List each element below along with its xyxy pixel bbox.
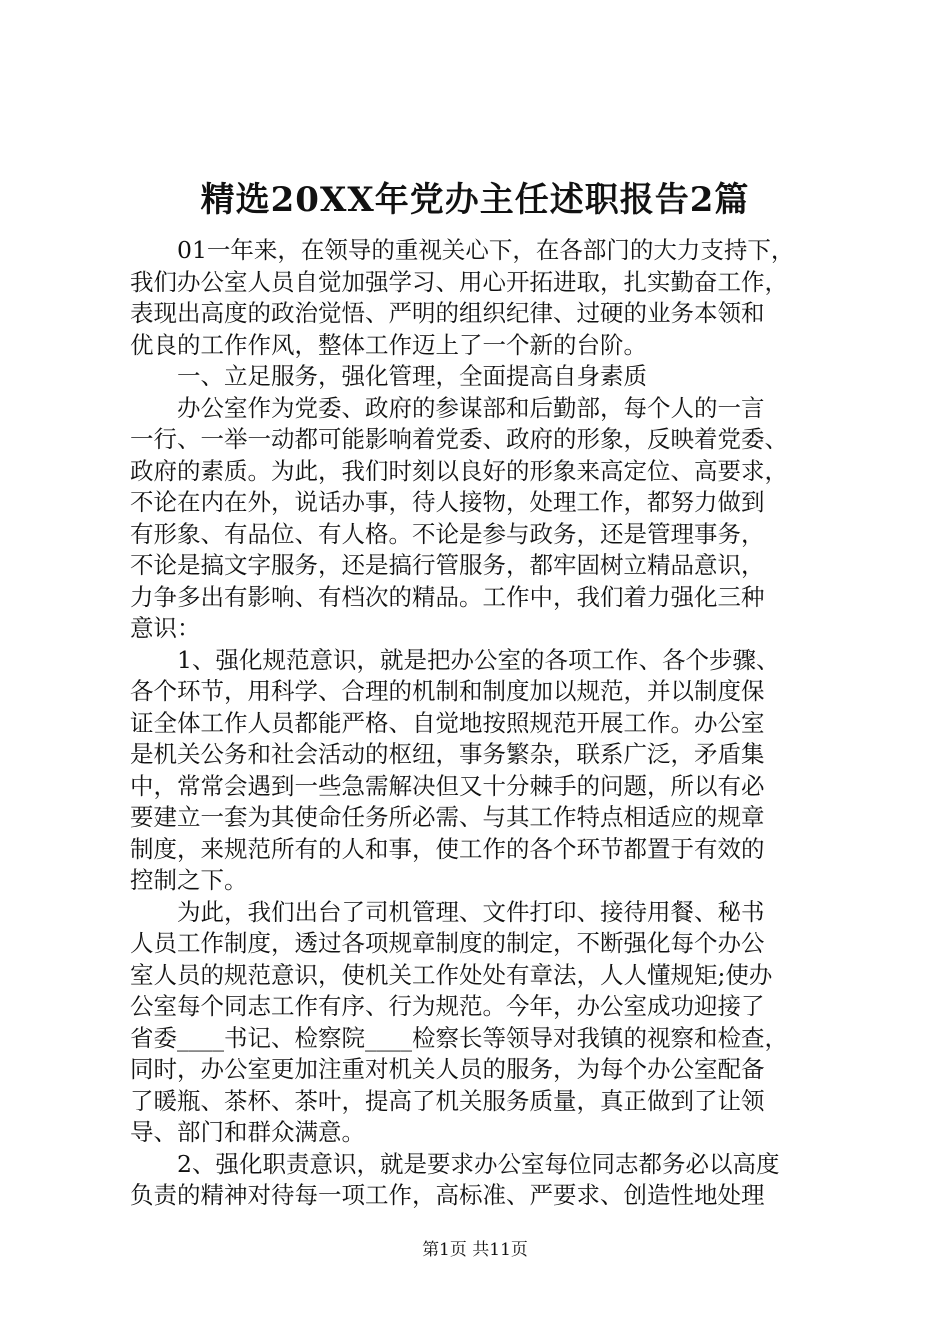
body-line: 公室每个同志工作有序、行为规范。今年，办公室成功迎接了 xyxy=(130,992,765,1020)
body-line: 室人员的规范意识，使机关工作处处有章法，人人懂规矩;使办 xyxy=(130,960,773,989)
body-line: 省委____书记、检察院____检察长等领导对我镇的视察和检查， xyxy=(130,1023,788,1052)
body-line: 01一年来，在领导的重视关心下，在各部门的大力支持下， xyxy=(130,236,795,264)
body-line: 2、强化职责意识，就是要求办公室每位同志都务必以高度 xyxy=(130,1149,780,1178)
body-line: 优良的工作作风，整体工作迈上了一个新的台阶。 xyxy=(130,330,647,359)
body-line: 导、部门和群众满意。 xyxy=(130,1118,365,1146)
body-line: 是机关公务和社会活动的枢纽，事务繁杂，联系广泛，矛盾集 xyxy=(130,740,765,768)
body-line: 控制之下。 xyxy=(130,866,248,894)
body-line: 有形象、有品位、有人格。不论是参与政务，还是管理事务， xyxy=(130,519,765,548)
body-line: 政府的素质。为此，我们时刻以良好的形象来高定位、高要求， xyxy=(130,456,788,485)
body-line: 了暖瓶、茶杯、茶叶，提高了机关服务质量，真正做到了让领 xyxy=(130,1086,765,1115)
page-footer: 第1页 共11页 xyxy=(422,1240,528,1260)
body-line: 中，常常会遇到一些急需解决但又十分棘手的问题，所以有必 xyxy=(130,771,765,800)
document-body xyxy=(130,235,830,1212)
body-line: 力争多出有影响、有档次的精品。工作中，我们着力强化三种 xyxy=(130,582,765,611)
body-line: 人员工作制度，透过各项规章制度的制定，不断强化每个办公 xyxy=(130,929,765,957)
body-line: 意识： xyxy=(130,614,201,642)
body-line: 表现出高度的政治觉悟、严明的组织纪律、过硬的业务本领和 xyxy=(130,299,765,327)
body-line: 1、强化规范意识，就是把办公室的各项工作、各个步骤、 xyxy=(130,645,780,674)
body-line: 一行、一举一动都可能影响着党委、政府的形象，反映着党委、 xyxy=(130,425,788,453)
section-heading: 一、立足服务，强化管理，全面提高自身素质 xyxy=(130,362,647,390)
body-line: 制度，来规范所有的人和事，使工作的各个环节都置于有效的 xyxy=(130,834,765,863)
body-line: 为此，我们出台了司机管理、文件打印、接待用餐、秘书 xyxy=(130,897,765,926)
body-line: 各个环节，用科学、合理的机制和制度加以规范，并以制度保 xyxy=(130,677,765,705)
document-title: 精选20XX年党办主任述职报告2篇 xyxy=(200,180,750,220)
body-line: 我们办公室人员自觉加强学习、用心开拓进取，扎实勤奋工作， xyxy=(130,267,788,296)
body-line: 不论在内在外，说话办事，待人接物，处理工作，都努力做到 xyxy=(130,488,765,516)
body-line: 不论是搞文字服务，还是搞行管服务，都牢固树立精品意识， xyxy=(130,551,765,579)
body-line: 要建立一套为其使命任务所必需、与其工作特点相适应的规章 xyxy=(130,803,765,831)
body-line: 办公室作为党委、政府的参谋部和后勤部，每个人的一言 xyxy=(130,393,765,422)
body-line: 同时，办公室更加注重对机关人员的服务，为每个办公室配备 xyxy=(130,1055,765,1083)
body-line: 证全体工作人员都能严格、自觉地按照规范开展工作。办公室 xyxy=(130,708,765,737)
body-line: 负责的精神对待每一项工作，高标准、严要求、创造性地处理 xyxy=(130,1181,765,1209)
